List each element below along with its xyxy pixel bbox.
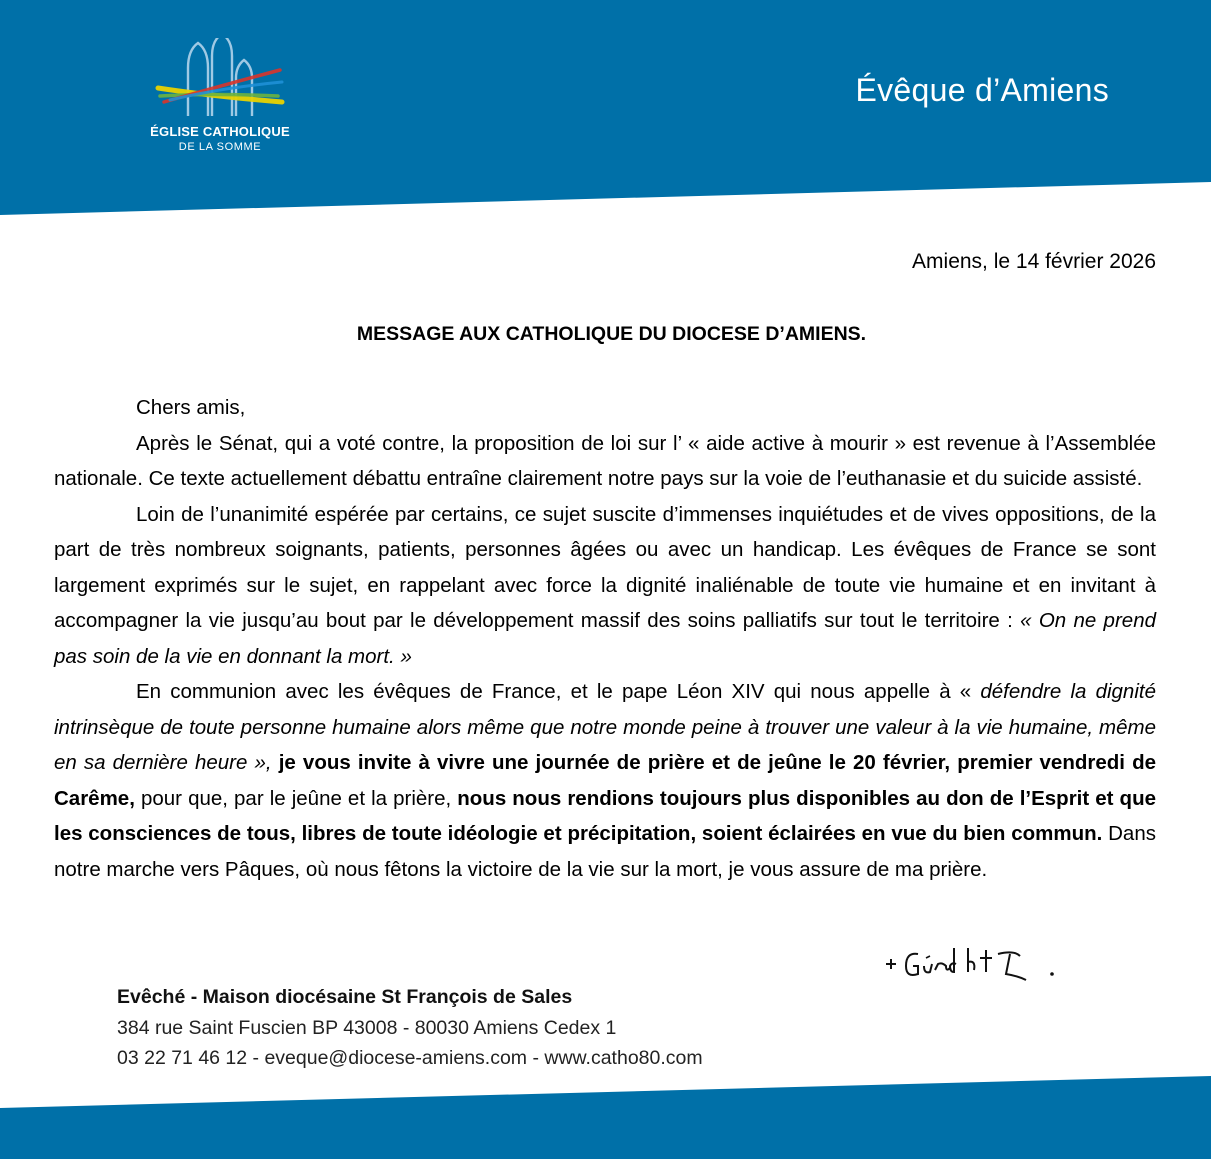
paragraph xyxy=(54,674,1156,887)
text-segment-italic: défendre la dignité intrinsèque de toute personne humaine alors même que notre monde peine à trouver une valeur à la vie humaine, même en sa dernière heure », xyxy=(54,680,1156,774)
paragraph xyxy=(54,497,1156,675)
paragraph xyxy=(54,426,1156,497)
address-street: 384 rue Saint Fuscien BP 43008 - 80030 Amiens Cedex 1 xyxy=(117,1016,617,1039)
church-spires-logo-icon xyxy=(150,38,290,118)
logo-text-line1: ÉGLISE CATHOLIQUE xyxy=(150,124,290,139)
diocese-logo xyxy=(150,38,290,168)
address-name: Evêché - Maison diocésaine St François de Sales xyxy=(117,986,573,1008)
text-segment-bold: nous nous rendions toujours plus disponibles au don de l’Esprit et que les consciences de tous, libres de toute idéologie et précipitation, soient éclairées en vue du bien commun. xyxy=(54,786,1156,845)
text-segment-normal: Dans notre marche vers Pâques, où nous fêtons la victoire de la vie sur la mort, je vous assure de ma prière. xyxy=(54,822,1156,881)
header-title: Évêque d’Amiens xyxy=(855,72,1109,108)
handwritten-signature xyxy=(880,940,1080,990)
salutation: Chers amis, xyxy=(136,396,246,419)
address-contact: 03 22 71 46 12 - eveque@diocese-amiens.com - www.catho80.com xyxy=(117,1047,703,1069)
text-segment-bold: je vous invite à vivre une journée de prière et de jeûne le 20 février, premier vendredi de Carême, xyxy=(54,751,1156,810)
text-segment-normal: Après le Sénat, qui a voté contre, la proposition de loi sur l’ « aide active à mourir » est revenue à l’Assemblée nationale. Ce texte actuellement débattu entraîne clairement notre pays sur la voie de l’euthanasie et du suicide assisté. xyxy=(54,431,1156,490)
text-segment-normal: En communion avec les évêques de France, et le pape Léon XIV qui nous appelle à « xyxy=(136,680,981,703)
letter-body xyxy=(54,390,1156,887)
text-segment-normal xyxy=(272,751,279,774)
logo-text-line2: DE LA SOMME xyxy=(178,141,262,153)
text-segment-normal: pour que, par le jeûne et la prière, xyxy=(134,786,458,810)
footer-band xyxy=(0,1070,1211,1159)
letter-date: Amiens, le 14 février 2026 xyxy=(912,250,1156,273)
letter-title: MESSAGE AUX CATHOLIQUE DU DIOCESE D’AMIENS. xyxy=(356,323,867,345)
text-segment-italic: « On ne prend pas soin de la vie en donnant la mort. » xyxy=(54,609,1156,668)
text-segment-normal: Loin de l’unanimité espérée par certains, ce sujet suscite d’immenses inquiétudes et de vives oppositions, de la part de très nombreux soignants, patients, personnes âgées ou avec un handicap. Les évêques de France se sont largement exprimés sur le sujet, en rappelant avec force la dignité inaliénable de toute vie humaine et en invitant à accompagner la vie jusqu’au bout par le développement massif des soins palliatifs sur tout le territoire : xyxy=(54,502,1156,632)
address-block xyxy=(117,982,703,1074)
